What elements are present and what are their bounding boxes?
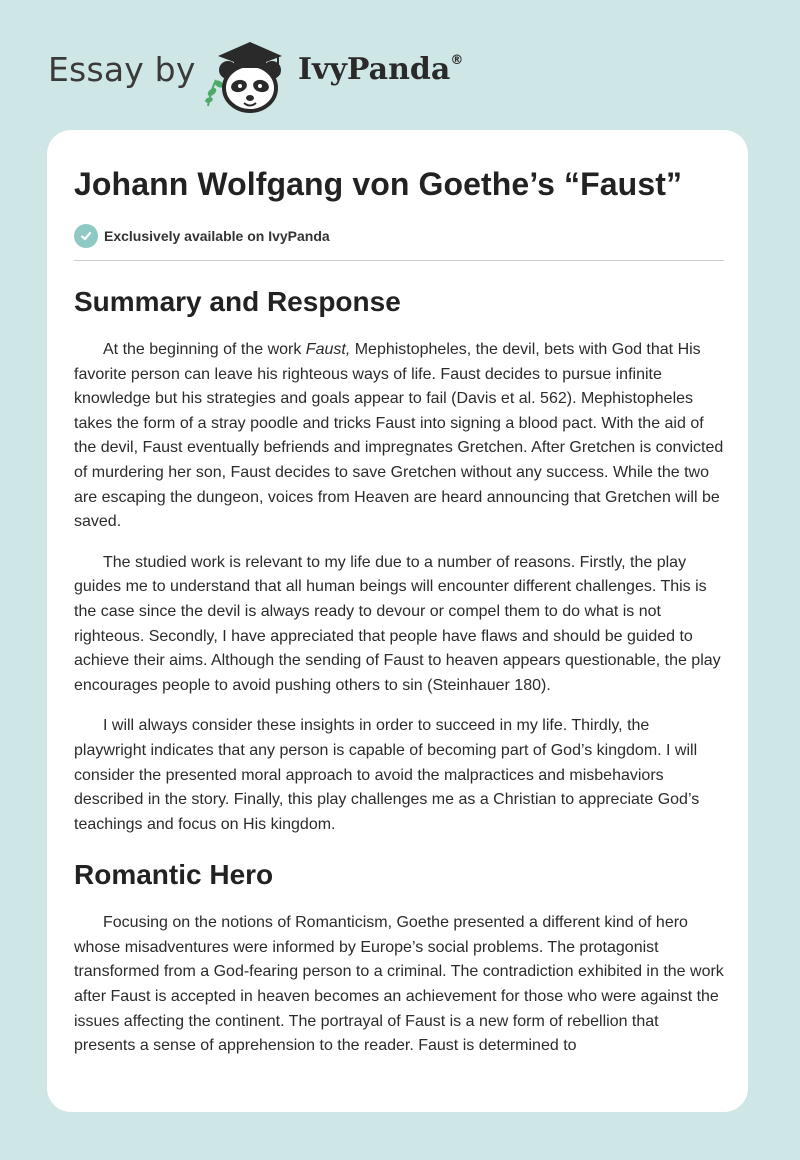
paragraph: The studied work is relevant to my life due to a number of reasons. Firstly, the play guides me to understand that all human beings will encounter different challenges. This is the case since the devil is always ready to devour or compel them to do what is not righteous. Secondly, I have appreciated that people have flaws and should be guided to achieve their aims. Although the sending of Faust to heaven appears questionable, the play encourages people to avoid pushing others to sin (Steinhauer 180). [74,553,721,694]
section-heading-romantic-hero: Romantic Hero [74,859,274,891]
essay-card [47,130,748,1112]
essay-content [74,160,724,1075]
paragraph: I will always consider these insights in order to succeed in my life. Thirdly, the playwright indicates that any person is capable of becoming part of God’s kingdom. I will consider the presented moral approach to avoid the malpractices and misbehaviors described in the story. Finally, this play challenges me as a Christian to appreciate God’s teachings and focus on His kingdom. [74,717,700,833]
work-title-emphasis: Faust, [305,341,351,358]
brand-name[interactable]: IvyPanda® [298,52,464,87]
page-title: Johann Wolfgang von Goethe’s “Faust” [74,166,683,202]
checkmark-icon [74,224,98,248]
section-heading-summary: Summary and Response [74,286,401,317]
site-header [48,36,568,116]
exclusive-badge [74,222,724,250]
panda-graduate-logo-icon[interactable] [200,36,290,114]
trademark-symbol: ® [450,53,464,68]
paragraph: Focusing on the notions of Romanticism, Goethe presented a different kind of hero whose misadventures were informed by Europe’s social problems. The protagonist transformed from a God-fearing person to a criminal. The contradiction exhibited in the work after Faust is accepted in heaven becomes an achievement for those who were against the issues affecting the continent. The portrayal of Faust is a new form of rebellion that presents a sense of apprehension to the reader. Faust is determined to [74,914,724,1055]
brand-prefix: Essay by [48,50,196,89]
badge-text: Exclusively available on IvyPanda [104,228,330,244]
divider [74,260,724,261]
paragraph: At the beginning of the work Faust, Mephistopheles, the devil, bets with God that His favorite person can leave his righteous ways of life. Faust decides to pursue infinite knowledge but his strategies and goals appear to fail (Davis et al. 562). Mephistopheles takes the form of a stray poodle and tricks Faust into signing a blood pact. With the aid of the devil, Faust eventually befriends and impregnates Gretchen. After Gretchen is convicted of murdering her son, Faust decides to save Gretchen without any success. While the two are escaping the dungeon, voices from Heaven are heard announcing that Gretchen will be saved. [74,341,724,531]
